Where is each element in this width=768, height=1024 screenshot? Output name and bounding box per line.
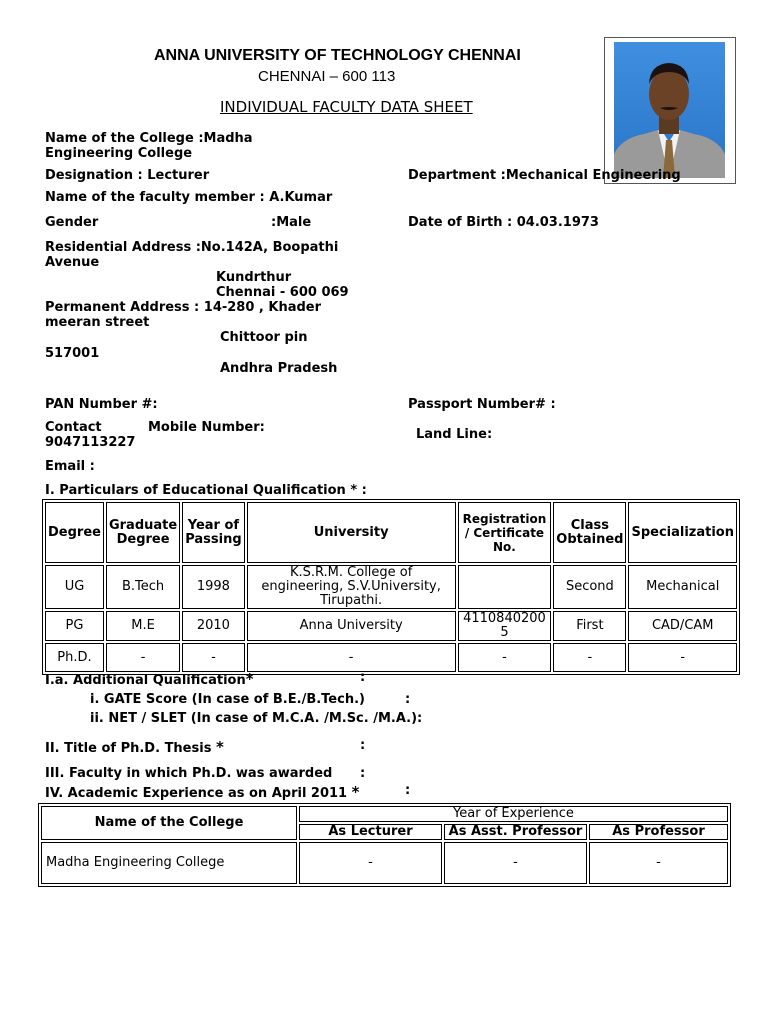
- faculty-photo: [604, 37, 736, 184]
- column-header: As Asst. Professor: [444, 824, 587, 840]
- education-heading: I. Particulars of Educational Qualification * :: [45, 483, 367, 498]
- table-cell: CAD/CAM: [628, 611, 737, 641]
- table-cell: B.Tech: [106, 565, 180, 609]
- residential-address-field: Residential Address :No.142A, Boopathi Avenue: [45, 240, 339, 270]
- table-cell: -: [299, 842, 442, 884]
- academic-experience-heading: [45, 783, 360, 801]
- column-header: Registration / Certificate No.: [458, 502, 552, 563]
- academic-experience-label: IV. Academic Experience as on April 2011: [45, 786, 348, 801]
- date-of-birth-field: Date of Birth : 04.03.1973: [408, 215, 599, 230]
- table-cell: -: [444, 842, 587, 884]
- column-header: University: [247, 502, 456, 563]
- table-cell: Ph.D.: [45, 643, 104, 672]
- table-cell: -: [182, 643, 244, 672]
- gender-label: Gender: [45, 215, 99, 230]
- experience-header-row: [41, 806, 728, 822]
- education-table: [42, 499, 740, 675]
- designation-field: Designation : Lecturer: [45, 168, 210, 183]
- faculty-name-field: Name of the faculty member : A.Kumar: [45, 190, 333, 205]
- additional-qualification-label: I.a. Additional Qualification: [45, 673, 246, 688]
- table-cell: -: [589, 842, 728, 884]
- table-cell: -: [628, 643, 737, 672]
- column-header: Specialization: [628, 502, 737, 563]
- phd-thesis-label: II. Title of Ph.D. Thesis: [45, 741, 212, 756]
- table-cell: -: [553, 643, 626, 672]
- column-group-header: Year of Experience: [299, 806, 728, 822]
- table-cell: K.S.R.M. College of engineering, S.V.University, Tirupathi.: [247, 565, 456, 609]
- table-cell: 2010: [182, 611, 244, 641]
- column-header: Year of Passing: [182, 502, 244, 563]
- table-cell: [458, 565, 552, 609]
- table-cell: Mechanical: [628, 565, 737, 609]
- table-cell: 41108402005: [458, 611, 552, 641]
- table-cell: First: [553, 611, 626, 641]
- additional-qualification-heading: [45, 670, 254, 688]
- table-cell: Anna University: [247, 611, 456, 641]
- table-cell: M.E: [106, 611, 180, 641]
- table-cell: -: [458, 643, 552, 672]
- department-field: Department :Mechanical Engineering: [408, 168, 681, 183]
- required-star: *: [351, 783, 360, 801]
- sheet-title: INDIVIDUAL FACULTY DATA SHEET: [220, 98, 473, 116]
- column-header: As Lecturer: [299, 824, 442, 840]
- email-field: Email :: [45, 459, 95, 474]
- table-cell: 1998: [182, 565, 244, 609]
- table-row: [45, 643, 737, 672]
- phd-faculty-field: III. Faculty in which Ph.D. was awarded: [45, 766, 333, 781]
- field-colon: :: [405, 783, 411, 798]
- table-cell: -: [247, 643, 456, 672]
- university-name: ANNA UNIVERSITY OF TECHNOLOGY CHENNAI: [154, 47, 521, 64]
- gate-score-field: i. GATE Score (In case of B.E./B.Tech.): [90, 692, 365, 707]
- column-header: As Professor: [589, 824, 728, 840]
- experience-table: [38, 803, 731, 887]
- column-header: Name of the College: [41, 806, 297, 840]
- residential-address-line: Chennai - 600 069: [216, 285, 349, 300]
- required-star: *: [245, 670, 254, 688]
- residential-address-line: Kundrthur: [216, 270, 292, 285]
- passport-number-field: Passport Number# :: [408, 397, 556, 412]
- land-line-field: Land Line:: [416, 427, 493, 442]
- field-colon: :: [360, 766, 366, 781]
- field-colon: :: [405, 692, 411, 707]
- column-header: Class Obtained: [553, 502, 626, 563]
- phd-thesis-title-field: [45, 738, 224, 756]
- gender-value: :Male: [271, 215, 312, 230]
- permanent-address-line: Chittoor pin: [220, 330, 308, 345]
- mobile-number-value: 9047113227: [45, 435, 136, 450]
- education-header-row: [45, 502, 737, 563]
- table-cell: -: [106, 643, 180, 672]
- net-slet-field: ii. NET / SLET (In case of M.C.A. /M.Sc. /M.A.):: [90, 711, 423, 726]
- table-cell: Second: [553, 565, 626, 609]
- pan-number-field: PAN Number #:: [45, 397, 158, 412]
- required-star: *: [215, 738, 224, 756]
- mobile-number-label: Mobile Number:: [148, 420, 265, 435]
- permanent-address-field: Permanent Address : 14-280 , Khader meeran street: [45, 300, 322, 330]
- column-header: Degree: [45, 502, 104, 563]
- field-colon: :: [360, 738, 366, 753]
- permanent-address-line: Andhra Pradesh: [220, 361, 338, 376]
- university-city: CHENNAI – 600 113: [258, 68, 396, 85]
- table-row: [45, 565, 737, 609]
- table-cell: UG: [45, 565, 104, 609]
- table-row: [41, 842, 728, 884]
- table-cell: Madha Engineering College: [41, 842, 297, 884]
- contact-label: Contact: [45, 420, 102, 435]
- permanent-address-line: 517001: [45, 346, 100, 361]
- table-row: [45, 611, 737, 641]
- field-colon: :: [360, 670, 366, 685]
- college-name-field: Name of the College :Madha Engineering College: [45, 131, 253, 161]
- table-cell: PG: [45, 611, 104, 641]
- column-header: Graduate Degree: [106, 502, 180, 563]
